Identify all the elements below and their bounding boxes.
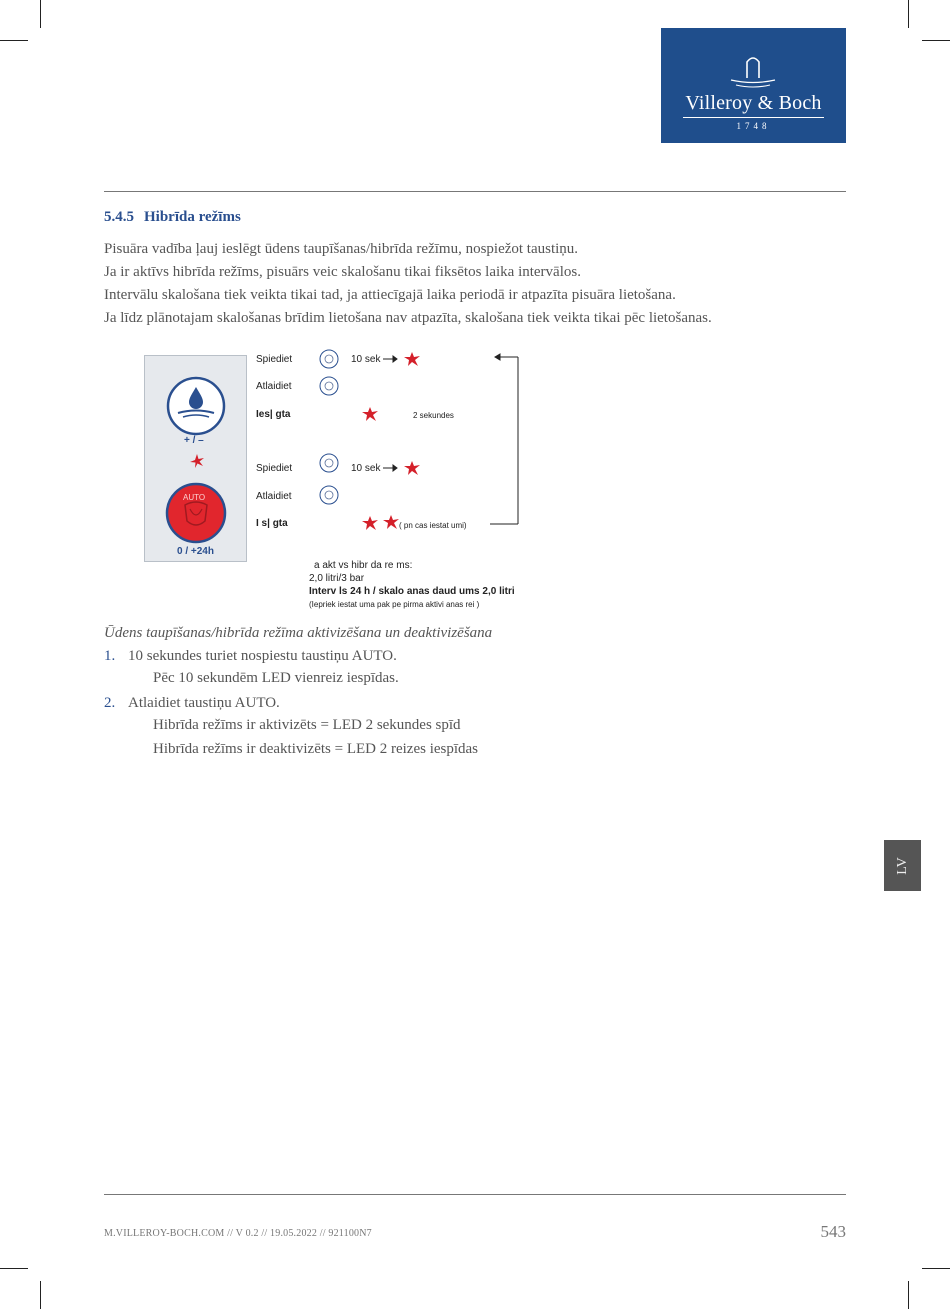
section-number: 5.4.5 xyxy=(104,209,134,225)
water-drop-button[interactable] xyxy=(145,356,248,436)
crop-mark xyxy=(922,40,950,41)
control-panel xyxy=(144,355,247,562)
subheading: Ūdens taupīšanas/hibrīda režīma aktivizēšana un deaktivizēšana xyxy=(104,625,493,641)
bath-arch-icon xyxy=(661,28,846,92)
button-icon xyxy=(320,350,338,504)
step-item xyxy=(104,648,397,665)
step-number: 2. xyxy=(104,695,116,711)
diagram-graphics xyxy=(300,345,590,545)
crop-mark xyxy=(0,1268,28,1269)
brand-logo xyxy=(661,28,846,143)
footer-text: M.VILLEROY-BOCH.COM // V 0.2 // 19.05.2022 // 921100N7 xyxy=(104,1228,372,1239)
section-title: Hibrīda režīms xyxy=(144,209,241,225)
time-label: 10 sek xyxy=(351,463,381,474)
duration-note: 2 sekundes xyxy=(413,411,454,420)
step-number: 1. xyxy=(104,648,116,664)
intro-line: Ja ir aktīvs hibrīda režīms, pisuārs veic skalošanu tikai fiksētos laika intervālos. xyxy=(104,264,581,280)
step-detail: Hibrīda režīms ir aktivizēts = LED 2 sekundes spīd xyxy=(153,717,461,733)
step-text: Atlaidiet taustiņu AUTO. xyxy=(128,695,280,711)
time-label: 10 sek xyxy=(351,354,381,365)
led-indicator-icon xyxy=(189,453,205,469)
info-line: 2,0 litri/3 bar xyxy=(309,573,365,584)
crop-mark xyxy=(0,40,28,41)
section-heading xyxy=(104,209,241,226)
top-rule xyxy=(104,191,846,192)
info-line: Interv ls 24 h / skalo anas daud ums 2,0 litri xyxy=(309,586,515,597)
brand-underline xyxy=(683,117,824,118)
auto-button-label: 0 / +24h xyxy=(177,546,214,557)
intro-line: Pisuāra vadība ļauj ieslēgt ūdens taupīšanas/hibrīda režīmu, nospiežot taustiņu. xyxy=(104,241,579,257)
cycle-bracket xyxy=(490,354,518,524)
bottom-rule xyxy=(104,1194,846,1195)
intro-line: Intervālu skalošana tiek veikta tikai tad, ja attiecīgajā laika periodā ir atpazīta pisuāra lietošana. xyxy=(104,287,676,303)
brand-name: Villeroy & Boch xyxy=(685,92,822,114)
language-tab xyxy=(884,840,921,891)
diagram-row-label: I s| gta xyxy=(256,518,288,529)
diagram-row-label: Atlaidiet xyxy=(256,381,292,392)
diagram-row-label: Atlaidiet xyxy=(256,491,292,502)
step-text: 10 sekundes turiet nospiestu taustiņu AUTO. xyxy=(128,648,397,664)
diagram-row-label: Ies| gta xyxy=(256,409,291,420)
step-item xyxy=(104,695,280,712)
brand-year: 1748 xyxy=(736,121,771,131)
crop-mark xyxy=(40,1281,41,1309)
page-number: 543 xyxy=(820,1222,846,1241)
settings-note: ( pn cas iestat umi) xyxy=(399,521,467,530)
crop-mark xyxy=(922,1268,950,1269)
arrow-icon xyxy=(383,356,397,471)
led-flash-icon xyxy=(362,352,420,530)
step-detail: Pēc 10 sekundēm LED vienreiz iespīdas. xyxy=(153,670,399,686)
diagram-row-label: Spiediet xyxy=(256,354,293,365)
auto-button[interactable] xyxy=(145,481,248,551)
crop-mark xyxy=(908,0,909,28)
intro-line: Ja līdz plānotajam skalošanas brīdim lietošana nav atpazīta, skalošana tiek veikta tikai pēc lietošanas. xyxy=(104,310,712,326)
diagram-row-label: Spiediet xyxy=(256,463,293,474)
language-tab-label: LV xyxy=(894,856,910,875)
info-line: (Iepriek iestat uma pak pe pirma aktivi anas rei ) xyxy=(309,600,480,609)
crop-mark xyxy=(40,0,41,28)
auto-button-text: AUTO xyxy=(183,493,206,502)
step-detail: Hibrīda režīms ir deaktivizēts = LED 2 reizes iespīdas xyxy=(153,741,479,757)
info-line: a akt vs hibr da re ms: xyxy=(314,560,413,571)
crop-mark xyxy=(908,1281,909,1309)
plus-minus-label: + / – xyxy=(184,435,204,446)
